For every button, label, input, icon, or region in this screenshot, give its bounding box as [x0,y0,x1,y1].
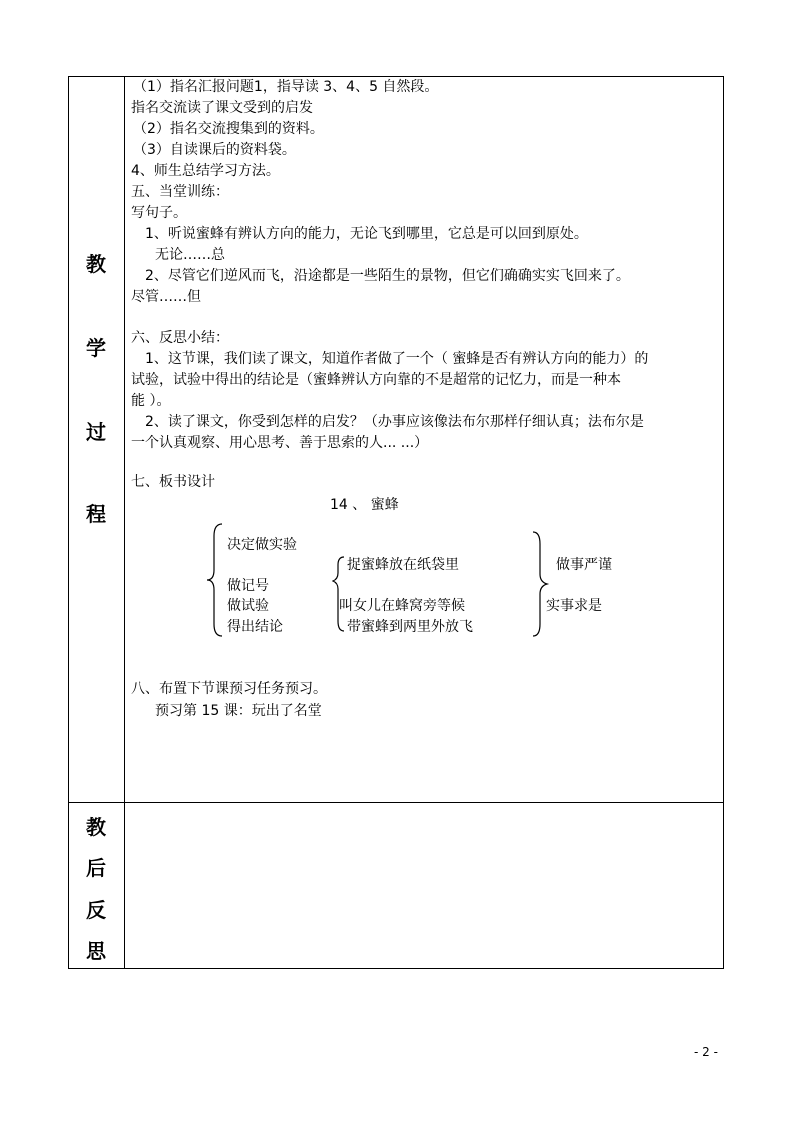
right-brace-icon [530,530,550,638]
board-left-item: 得出结论 [227,619,283,635]
content-line: 4、师生总结学习方法。 [131,163,280,179]
board-right-item: 实事求是 [546,598,602,614]
content-line: （2）指名交流搜集到的资料。 [133,121,324,137]
content-line: 试验，试验中得出的结论是（蜜蜂辨认方向靠的不是超常的记忆力，而是一种本 [131,372,621,388]
middle-brace-icon [332,555,348,635]
homework-detail: 预习第 15 课：玩出了名堂 [155,703,322,719]
section-heading: 六、反思小结： [131,330,229,346]
board-title: 14 、 蜜蜂 [330,497,399,513]
board-middle-item: 叫女儿在蜂窝旁等候 [339,598,465,614]
content-line: 1、听说蜜蜂有辨认方向的能力，无论飞到哪里，它总是可以回到原处。 [145,226,588,242]
process-label-char: 程 [86,502,106,526]
board-right-item: 做事严谨 [556,557,612,573]
content-line: 无论……总 [155,247,225,263]
process-label-char: 教 [86,252,106,276]
section-heading: 八、布置下节课预习任务预习。 [131,681,327,697]
content-line: 指名交流读了课文受到的启发 [131,100,313,116]
content-line: 尽管……但 [131,289,201,305]
content-line: 2、读了课文，你受到怎样的启发？（办事应该像法布尔那样仔细认真；法布尔是 [145,414,644,430]
board-middle-item: 捉蜜蜂放在纸袋里 [347,557,459,573]
reflection-label-char: 教 [86,815,106,839]
content-line: 能 ）。 [131,393,171,409]
content-line: 2、尽管它们逆风而飞，沿途都是一些陌生的景物，但它们确确实实飞回来了。 [145,268,630,284]
board-left-item: 做试验 [227,598,269,614]
section-heading: 五、当堂训练： [131,184,229,200]
content-line: （3）自读课后的资料袋。 [133,142,296,158]
table-column-divider [124,76,125,969]
reflection-label-char: 后 [86,856,106,880]
content-line: 1、这节课，我们读了课文，知道作者做了一个（ 蜜蜂是否有辨认方向的能力）的 [145,351,649,367]
section-heading: 七、板书设计 [131,474,215,490]
reflection-label-char: 反 [86,898,106,922]
process-label-char: 学 [86,336,106,360]
reflection-label-char: 思 [86,939,106,963]
content-line: 写句子。 [131,205,187,221]
process-label-char: 过 [86,420,106,444]
content-line: （1）指名汇报问题1，指导读 3、4、5 自然段。 [133,79,439,95]
board-left-item: 决定做实验 [227,537,297,553]
content-line: 一个认真观察、用心思考、善于思索的人... ...） [131,435,429,451]
board-left-item: 做记号 [227,578,269,594]
page-number: - 2 - [694,1045,718,1059]
table-row-divider [68,802,724,803]
board-middle-item: 带蜜蜂到两里外放飞 [347,619,473,635]
